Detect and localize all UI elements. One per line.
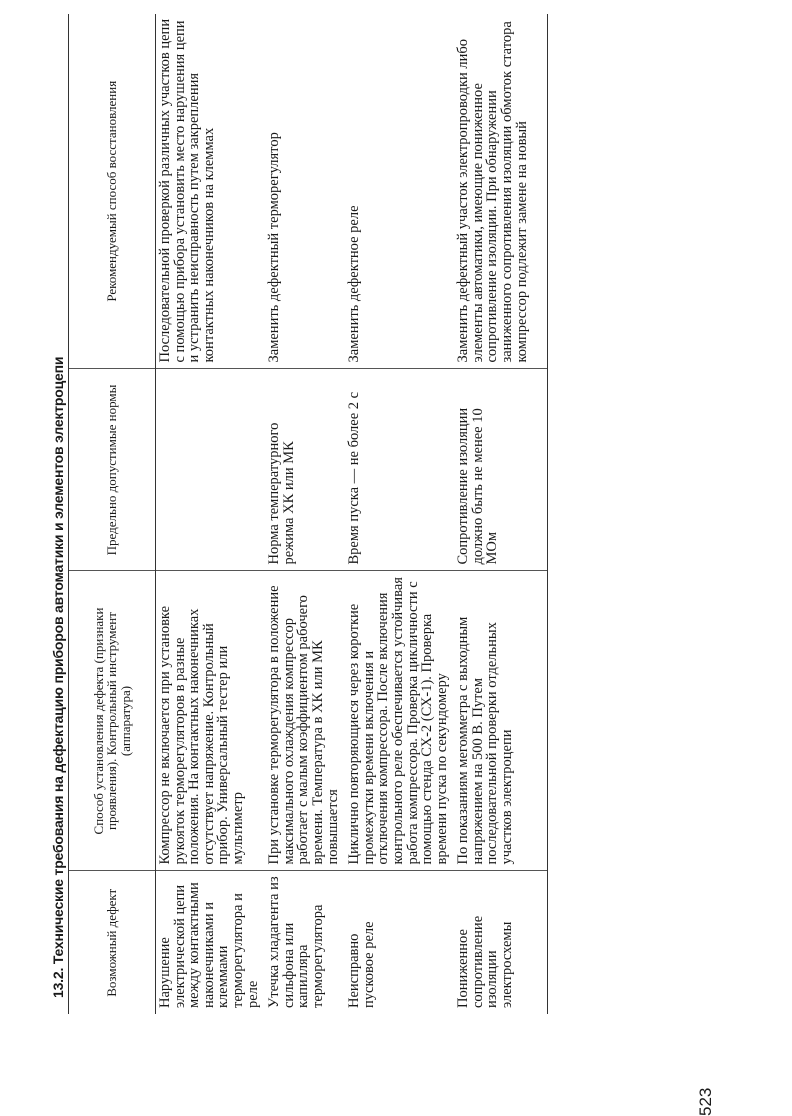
header-method: Способ установления дефекта (признаки проявления). Контрольный инструмент (аппаратура)	[69, 571, 156, 871]
cell-method: По показаниям мегомметра с выходным напряжением на 500 В. Путем последовательной проверки отдельных участков электроцепи	[454, 571, 547, 871]
cell-defect: Неисправно пусковое реле	[346, 921, 377, 1008]
table-caption: 13.2. Технические требования на дефектацию приборов автоматики и элементов электроцепи	[50, 356, 66, 998]
cell-limits	[156, 369, 266, 571]
table-row	[265, 14, 345, 1014]
cell-method: Компрессор не включается при установке рукояток терморегуляторов в разные положения. На контактных наконечниках отсутствует напряжение. Контрольный прибор. Универсальный тестер или мультиметр	[156, 571, 266, 871]
cell-restore: Заменить дефектное реле	[345, 14, 454, 369]
cell-method: При установке терморегулятора в положение максимального охлаждения компрессор работает с малым коэффициентом рабочего времени. Температура в ХК или МК повышается	[265, 571, 345, 871]
cell-method: Циклично повторяющиеся через короткие промежутки времени включения и отключения компрессора. После включения контрольного реле обеспечивается устойчивая работа компрессора. Проверка цикличности с помощью стенда СХ-2 (СХ-1). Проверка времени пуска по секундомеру	[345, 571, 454, 871]
cell-limits: Время пуска — не более 2 с	[345, 369, 454, 571]
header-restore: Рекомендуемый способ восстановления	[69, 14, 156, 369]
header-defect: Возможный дефект	[69, 871, 156, 1014]
cell-restore: Последовательной проверкой различных участков цепи с помощью прибора установить место нарушения цепи и устранить неисправность путем закрепления контактных наконечников на клеммах	[156, 14, 266, 369]
cell-restore: Заменить дефектный терморегулятор	[265, 14, 345, 369]
cell-limits: Норма температурного режима ХК или МК	[265, 369, 345, 571]
table-header-row	[69, 14, 156, 1014]
cell-defect: Пониженное сопротивление изоляции электросхемы	[454, 871, 547, 1014]
cell-limits: Сопротивление изоляции должно быть не менее 10 МОм	[454, 369, 547, 571]
cell-defect: Нарушение электрической цепи между контактными наконечниками и клеммами терморегулятора и реле	[157, 882, 261, 1008]
table-row	[454, 14, 547, 1014]
cell-restore: Заменить дефектный участок электропроводки либо элементы автоматики, имеющие пониженное сопротивление изоляции. При обнаружении заниженного сопротивления изоляции обмоток статора компрессор подлежит замене на новый	[454, 14, 547, 369]
table-row	[345, 14, 454, 1014]
header-limits: Предельно допустимые нормы	[69, 369, 156, 571]
defect-requirements-table	[68, 14, 548, 1014]
table-row	[156, 14, 266, 1014]
page-number: 523	[696, 1087, 715, 1116]
cell-defect: Утечка хладагента из сильфона или капилляра терморегулятора	[266, 876, 326, 1008]
